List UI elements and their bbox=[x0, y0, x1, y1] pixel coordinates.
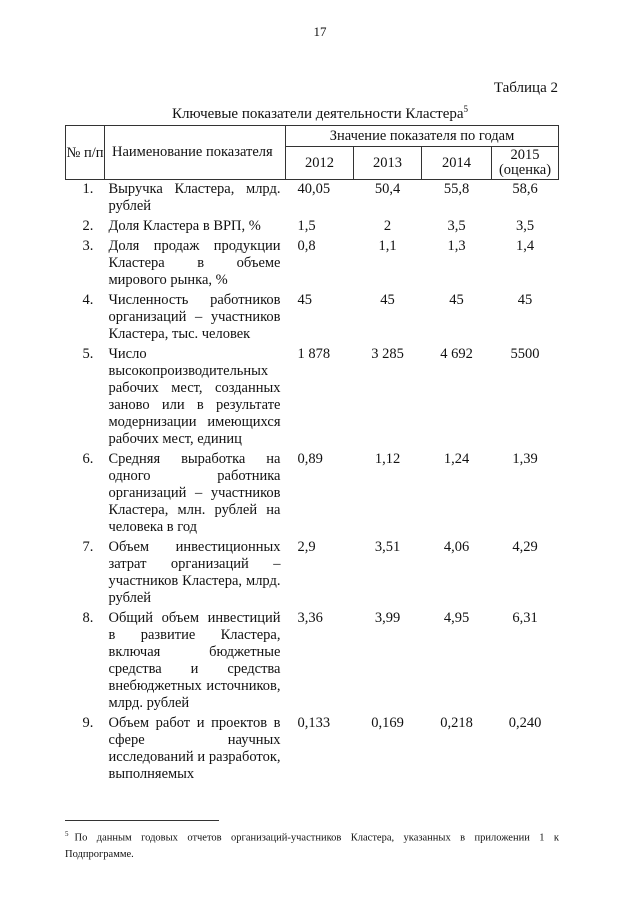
indicator-name: Доля продаж продукции Кластера в объеме мирового рынка, % bbox=[108, 238, 281, 288]
header-year-2013: 2013 bbox=[354, 147, 422, 180]
value-2014: 55,8 bbox=[443, 181, 470, 197]
value-2013: 50,4 bbox=[374, 181, 401, 197]
header-year-2014: 2014 bbox=[422, 147, 492, 180]
row-number: 2. bbox=[82, 218, 94, 234]
indicator-name: Общий объем инвестиций в развитие Кластера, включая бюджетные средства и средства внебюджетных источников, млрд. рублей bbox=[108, 610, 281, 711]
value-2015: 58,6 bbox=[512, 181, 538, 197]
table-row bbox=[66, 237, 559, 291]
table-row bbox=[66, 345, 559, 450]
value-2015: 3,5 bbox=[515, 218, 535, 234]
footnote bbox=[65, 826, 559, 863]
value-2012: 45 bbox=[297, 292, 312, 308]
indicator-name: Доля Кластера в ВРП, % bbox=[108, 218, 261, 234]
indicator-name: Объем работ и проектов в сфере научных исследований и разработок, выполняемых bbox=[108, 715, 281, 782]
value-2015: 4,29 bbox=[512, 539, 538, 555]
value-2015: 5500 bbox=[510, 346, 540, 362]
value-2012: 3,36 bbox=[297, 610, 323, 626]
header-group: Значение показателя по годам bbox=[286, 126, 559, 147]
value-2014: 3,5 bbox=[447, 218, 466, 234]
value-2012: 40,05 bbox=[297, 181, 331, 197]
row-number: 3. bbox=[82, 238, 94, 254]
row-number: 4. bbox=[82, 292, 94, 308]
table-title-text: Ключевые показатели деятельности Кластера bbox=[171, 106, 464, 122]
value-2013: 3 285 bbox=[371, 346, 404, 362]
table-row bbox=[66, 180, 559, 218]
value-2014: 1,24 bbox=[443, 451, 470, 467]
footnote-marker: 5 bbox=[65, 830, 69, 838]
row-number: 1. bbox=[82, 181, 94, 197]
value-2014: 4 692 bbox=[440, 346, 473, 362]
table-label: Таблица 2 bbox=[493, 80, 558, 96]
table-row bbox=[66, 291, 559, 345]
value-2013: 0,169 bbox=[371, 715, 404, 731]
value-2015: 1,39 bbox=[512, 451, 538, 467]
table-row bbox=[66, 714, 559, 785]
value-2012: 1,5 bbox=[297, 218, 316, 234]
value-2015: 45 bbox=[517, 292, 533, 308]
indicator-name: Выручка Кластера, млрд. рублей bbox=[108, 181, 281, 214]
indicator-name: Число высокопроизводительных рабочих мест, созданных заново или в результате модернизации имеющихся рабочих мест, единиц bbox=[108, 346, 281, 447]
value-2014: 45 bbox=[449, 292, 464, 308]
indicator-name: Средняя выработка на одного работника организаций – участников Кластера, млн. рублей на человека в год bbox=[108, 451, 281, 535]
value-2012: 0,89 bbox=[297, 451, 323, 467]
value-2014: 1,3 bbox=[447, 238, 466, 254]
table-title-footnote-ref: 5 bbox=[463, 104, 469, 114]
header-num: № п/п bbox=[66, 126, 105, 180]
table-row bbox=[66, 538, 559, 609]
value-2013: 1,12 bbox=[374, 451, 401, 467]
table-row bbox=[66, 450, 559, 538]
kpi-table bbox=[65, 125, 559, 785]
value-2013: 3,99 bbox=[374, 610, 401, 626]
indicator-name: Численность работников организаций – участников Кластера, тыс. человек bbox=[108, 292, 281, 342]
row-number: 6. bbox=[82, 451, 94, 467]
table-title bbox=[0, 104, 640, 123]
row-number: 7. bbox=[82, 539, 94, 555]
row-number: 9. bbox=[82, 715, 94, 731]
table-row bbox=[66, 609, 559, 714]
row-number: 8. bbox=[82, 610, 94, 626]
value-2013: 1,1 bbox=[378, 238, 397, 254]
footnote-rule bbox=[65, 820, 219, 821]
value-2012: 0,133 bbox=[297, 715, 331, 731]
row-number: 5. bbox=[82, 346, 94, 362]
page-number: 17 bbox=[313, 24, 327, 39]
value-2012: 1 878 bbox=[297, 346, 331, 362]
table-row bbox=[66, 217, 559, 237]
value-2012: 0,8 bbox=[297, 238, 316, 254]
value-2014: 4,06 bbox=[443, 539, 470, 555]
kpi-table-body bbox=[66, 180, 559, 786]
value-2015: 6,31 bbox=[512, 610, 538, 626]
header-year-2015: 2015 (оценка) bbox=[492, 147, 559, 180]
value-2014: 4,95 bbox=[443, 610, 470, 626]
value-2013: 2 bbox=[383, 218, 392, 234]
value-2015: 1,4 bbox=[515, 238, 535, 254]
value-2015: 0,240 bbox=[508, 715, 542, 731]
value-2013: 45 bbox=[380, 292, 395, 308]
value-2014: 0,218 bbox=[440, 715, 473, 731]
value-2013: 3,51 bbox=[374, 539, 401, 555]
indicator-name: Объем инвестиционных затрат организаций – участников Кластера, млрд. рублей bbox=[108, 539, 281, 606]
footnote-text: По данным годовых отчетов организаций-участников Кластера, указанных в приложении 1 к Подпрограмме. bbox=[65, 832, 559, 860]
header-year-2012: 2012 bbox=[286, 147, 354, 180]
value-2012: 2,9 bbox=[297, 539, 316, 555]
header-name: Наименование показателя bbox=[105, 126, 286, 180]
